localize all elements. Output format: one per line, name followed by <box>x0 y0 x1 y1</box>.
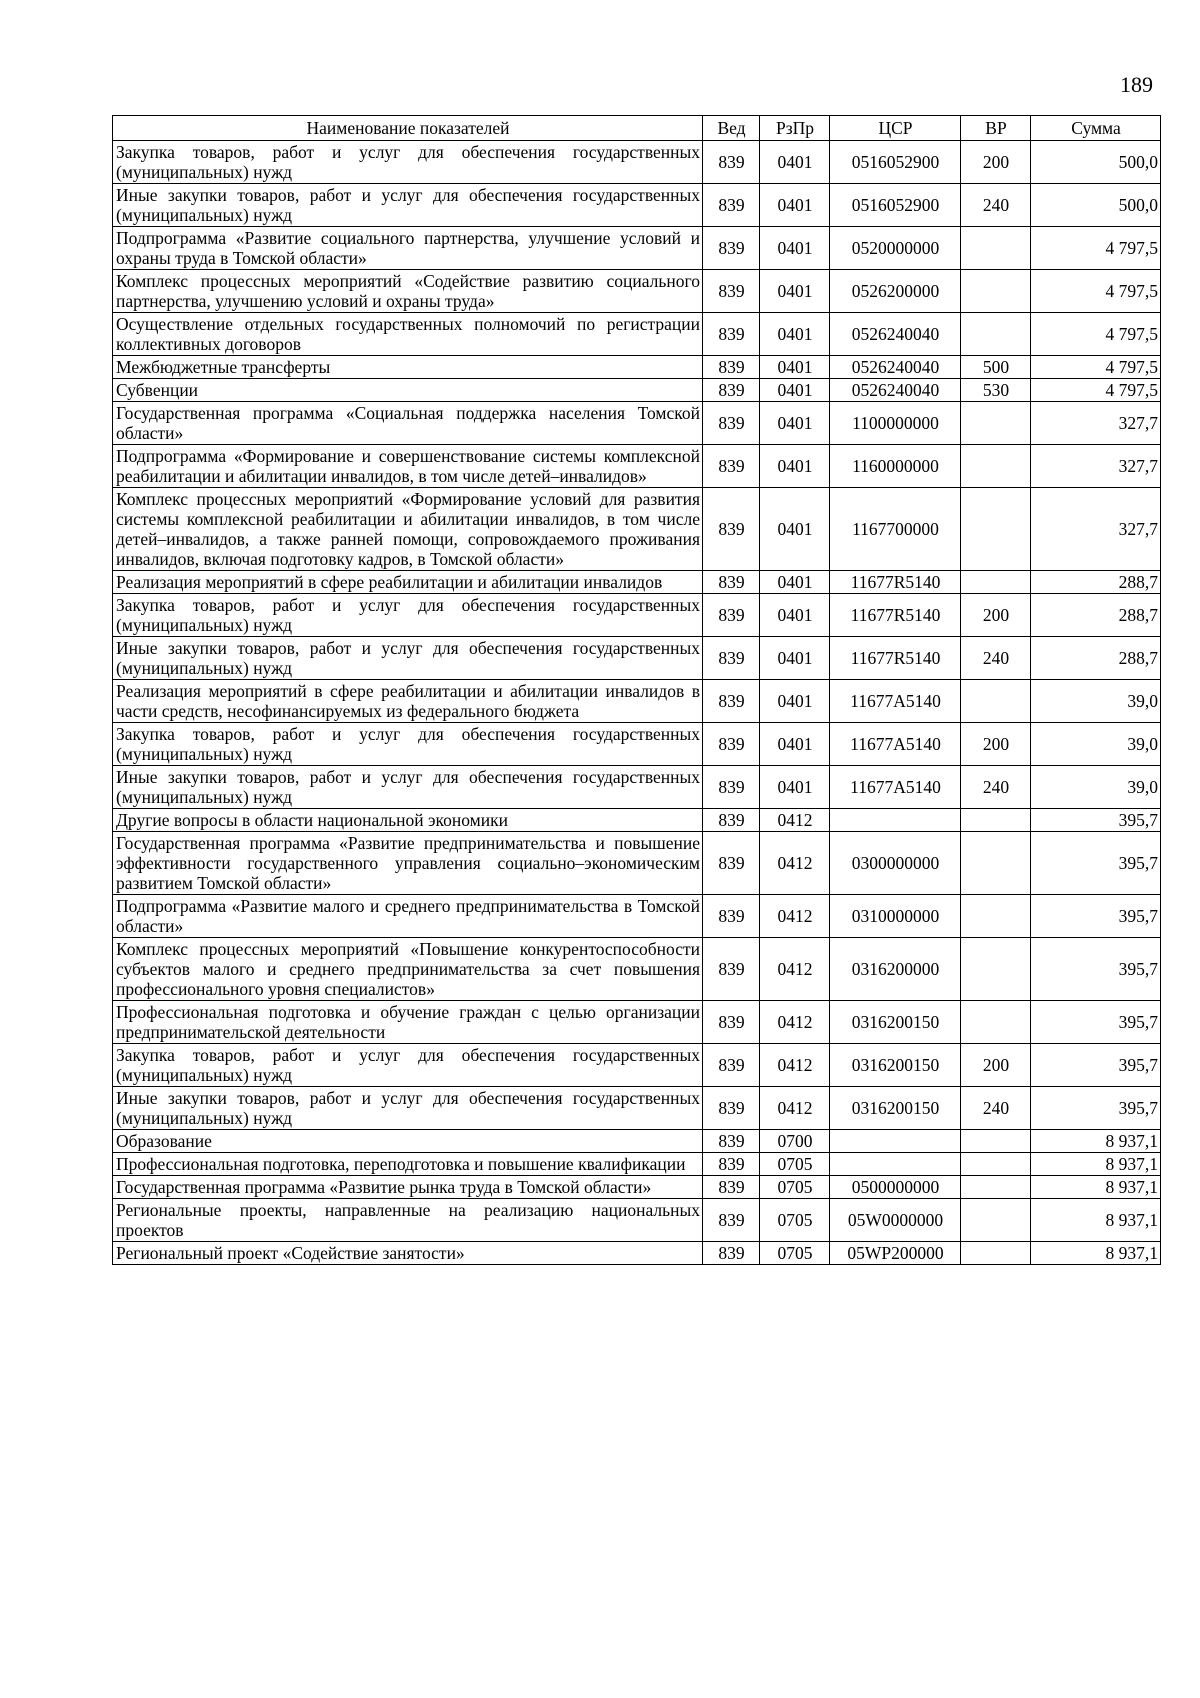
cell-csr: 0300000000 <box>830 832 961 895</box>
cell-vr <box>961 809 1031 832</box>
cell-name: Государственная программа «Социальная поддержка населения Томской области» <box>113 402 703 445</box>
cell-name: Другие вопросы в области национальной экономики <box>113 809 703 832</box>
table-row <box>113 1044 1161 1087</box>
cell-vr: 240 <box>961 184 1031 227</box>
cell-csr: 0316200150 <box>830 1044 961 1087</box>
cell-csr: 0316200000 <box>830 938 961 1001</box>
cell-rzpr: 0412 <box>760 895 830 938</box>
cell-ved: 839 <box>703 1130 760 1153</box>
cell-rzpr: 0700 <box>760 1130 830 1153</box>
budget-table <box>112 115 1161 1265</box>
cell-vr: 240 <box>961 766 1031 809</box>
table-row <box>113 379 1161 402</box>
cell-ved: 839 <box>703 227 760 270</box>
cell-rzpr: 0705 <box>760 1242 830 1265</box>
cell-csr: 0310000000 <box>830 895 961 938</box>
cell-rzpr: 0401 <box>760 680 830 723</box>
cell-name: Комплекс процессных мероприятий «Формирование условий для развития системы комплексной реабилитации и абилитации инвалидов, в том числе детей–инвалидов, а также ранней помощи, сопровождаемого проживания инвалидов, включая подготовку кадров, в Томской области» <box>113 488 703 571</box>
cell-name: Осуществление отдельных государственных полномочий по регистрации коллективных договоров <box>113 313 703 356</box>
cell-vr <box>961 680 1031 723</box>
table-row <box>113 184 1161 227</box>
cell-rzpr: 0401 <box>760 313 830 356</box>
cell-vr <box>961 895 1031 938</box>
cell-sum: 8 937,1 <box>1031 1242 1161 1265</box>
cell-sum: 395,7 <box>1031 1087 1161 1130</box>
cell-name: Государственная программа «Развитие рынка труда в Томской области» <box>113 1176 703 1199</box>
table-body <box>113 141 1161 1265</box>
cell-ved: 839 <box>703 809 760 832</box>
cell-csr: 05W0000000 <box>830 1199 961 1242</box>
cell-rzpr: 0401 <box>760 402 830 445</box>
cell-ved: 839 <box>703 723 760 766</box>
cell-csr: 11677A5140 <box>830 723 961 766</box>
cell-sum: 500,0 <box>1031 141 1161 184</box>
cell-name: Закупка товаров, работ и услуг для обеспечения государственных (муниципальных) нужд <box>113 594 703 637</box>
table-row <box>113 832 1161 895</box>
table-row <box>113 809 1161 832</box>
cell-rzpr: 0401 <box>760 270 830 313</box>
cell-rzpr: 0401 <box>760 445 830 488</box>
cell-csr: 05WP200000 <box>830 1242 961 1265</box>
cell-rzpr: 0401 <box>760 766 830 809</box>
cell-rzpr: 0401 <box>760 184 830 227</box>
table-row <box>113 1176 1161 1199</box>
table-row <box>113 594 1161 637</box>
cell-vr <box>961 227 1031 270</box>
cell-csr: 0520000000 <box>830 227 961 270</box>
cell-name: Иные закупки товаров, работ и услуг для обеспечения государственных (муниципальных) нужд <box>113 1087 703 1130</box>
table-row <box>113 723 1161 766</box>
table-row <box>113 1199 1161 1242</box>
cell-ved: 839 <box>703 313 760 356</box>
cell-csr: 11677R5140 <box>830 571 961 594</box>
cell-vr <box>961 1130 1031 1153</box>
cell-vr <box>961 1176 1031 1199</box>
cell-vr: 200 <box>961 141 1031 184</box>
cell-rzpr: 0705 <box>760 1199 830 1242</box>
cell-ved: 839 <box>703 1176 760 1199</box>
cell-rzpr: 0401 <box>760 637 830 680</box>
cell-sum: 288,7 <box>1031 571 1161 594</box>
table-row <box>113 571 1161 594</box>
cell-vr <box>961 571 1031 594</box>
cell-name: Иные закупки товаров, работ и услуг для обеспечения государственных (муниципальных) нужд <box>113 766 703 809</box>
cell-ved: 839 <box>703 141 760 184</box>
cell-vr <box>961 1199 1031 1242</box>
cell-ved: 839 <box>703 488 760 571</box>
cell-name: Иные закупки товаров, работ и услуг для обеспечения государственных (муниципальных) нужд <box>113 184 703 227</box>
cell-ved: 839 <box>703 1044 760 1087</box>
table-row <box>113 488 1161 571</box>
table-row <box>113 1153 1161 1176</box>
cell-sum: 395,7 <box>1031 938 1161 1001</box>
cell-csr: 1167700000 <box>830 488 961 571</box>
cell-name: Закупка товаров, работ и услуг для обеспечения государственных (муниципальных) нужд <box>113 141 703 184</box>
cell-rzpr: 0412 <box>760 938 830 1001</box>
cell-vr: 530 <box>961 379 1031 402</box>
table-row <box>113 445 1161 488</box>
cell-csr <box>830 1153 961 1176</box>
cell-name: Реализация мероприятий в сфере реабилитации и абилитации инвалидов в части средств, несофинансируемых из федерального бюджета <box>113 680 703 723</box>
cell-ved: 839 <box>703 680 760 723</box>
cell-vr: 200 <box>961 1044 1031 1087</box>
cell-ved: 839 <box>703 571 760 594</box>
cell-sum: 395,7 <box>1031 1001 1161 1044</box>
cell-sum: 327,7 <box>1031 488 1161 571</box>
cell-ved: 839 <box>703 895 760 938</box>
table-row <box>113 637 1161 680</box>
cell-name: Комплекс процессных мероприятий «Содействие развитию социального партнерства, улучшению условий и охраны труда» <box>113 270 703 313</box>
cell-ved: 839 <box>703 1242 760 1265</box>
cell-sum: 8 937,1 <box>1031 1153 1161 1176</box>
cell-rzpr: 0412 <box>760 1001 830 1044</box>
cell-name: Субвенции <box>113 379 703 402</box>
cell-sum: 8 937,1 <box>1031 1199 1161 1242</box>
cell-ved: 839 <box>703 379 760 402</box>
cell-vr: 200 <box>961 594 1031 637</box>
cell-csr: 1100000000 <box>830 402 961 445</box>
table-row <box>113 402 1161 445</box>
cell-name: Межбюджетные трансферты <box>113 356 703 379</box>
cell-vr <box>961 488 1031 571</box>
cell-vr <box>961 1242 1031 1265</box>
header-vr: ВР <box>961 116 1031 141</box>
cell-ved: 839 <box>703 270 760 313</box>
cell-name: Подпрограмма «Развитие малого и среднего предпринимательства в Томской области» <box>113 895 703 938</box>
cell-ved: 839 <box>703 832 760 895</box>
cell-sum: 395,7 <box>1031 832 1161 895</box>
cell-rzpr: 0401 <box>760 356 830 379</box>
cell-rzpr: 0401 <box>760 227 830 270</box>
cell-ved: 839 <box>703 1001 760 1044</box>
cell-ved: 839 <box>703 1199 760 1242</box>
cell-name: Реализация мероприятий в сфере реабилитации и абилитации инвалидов <box>113 571 703 594</box>
header-name: Наименование показателей <box>113 116 703 141</box>
cell-csr: 0526240040 <box>830 313 961 356</box>
cell-sum: 4 797,5 <box>1031 227 1161 270</box>
cell-sum: 327,7 <box>1031 402 1161 445</box>
cell-rzpr: 0705 <box>760 1153 830 1176</box>
cell-ved: 839 <box>703 1087 760 1130</box>
table-row <box>113 141 1161 184</box>
cell-csr: 0500000000 <box>830 1176 961 1199</box>
cell-ved: 839 <box>703 445 760 488</box>
cell-rzpr: 0401 <box>760 594 830 637</box>
table-header-row <box>113 116 1161 141</box>
cell-rzpr: 0401 <box>760 379 830 402</box>
cell-rzpr: 0401 <box>760 488 830 571</box>
cell-rzpr: 0412 <box>760 1044 830 1087</box>
table-row <box>113 1130 1161 1153</box>
table-row <box>113 1087 1161 1130</box>
cell-vr <box>961 938 1031 1001</box>
cell-name: Образование <box>113 1130 703 1153</box>
cell-sum: 39,0 <box>1031 723 1161 766</box>
cell-csr: 0316200150 <box>830 1001 961 1044</box>
cell-csr: 0526200000 <box>830 270 961 313</box>
table-row <box>113 313 1161 356</box>
cell-sum: 4 797,5 <box>1031 270 1161 313</box>
cell-rzpr: 0412 <box>760 809 830 832</box>
cell-vr <box>961 270 1031 313</box>
cell-csr <box>830 809 961 832</box>
cell-csr: 0526240040 <box>830 356 961 379</box>
page-number: 189 <box>1120 72 1153 97</box>
cell-vr <box>961 402 1031 445</box>
cell-sum: 327,7 <box>1031 445 1161 488</box>
cell-sum: 395,7 <box>1031 809 1161 832</box>
cell-name: Региональные проекты, направленные на реализацию национальных проектов <box>113 1199 703 1242</box>
cell-csr: 0516052900 <box>830 184 961 227</box>
cell-csr: 11677A5140 <box>830 680 961 723</box>
table-row <box>113 680 1161 723</box>
cell-sum: 288,7 <box>1031 594 1161 637</box>
cell-ved: 839 <box>703 594 760 637</box>
cell-rzpr: 0412 <box>760 832 830 895</box>
cell-name: Профессиональная подготовка и обучение граждан с целью организации предпринимательской деятельности <box>113 1001 703 1044</box>
cell-name: Подпрограмма «Развитие социального партнерства, улучшение условий и охраны труда в Томской области» <box>113 227 703 270</box>
table-row <box>113 938 1161 1001</box>
table-row <box>113 227 1161 270</box>
cell-name: Профессиональная подготовка, переподготовка и повышение квалификации <box>113 1153 703 1176</box>
cell-ved: 839 <box>703 402 760 445</box>
cell-vr: 240 <box>961 1087 1031 1130</box>
header-sum: Сумма <box>1031 116 1161 141</box>
cell-ved: 839 <box>703 766 760 809</box>
cell-rzpr: 0412 <box>760 1087 830 1130</box>
cell-sum: 4 797,5 <box>1031 356 1161 379</box>
table-row <box>113 356 1161 379</box>
cell-sum: 39,0 <box>1031 680 1161 723</box>
cell-sum: 4 797,5 <box>1031 313 1161 356</box>
table-row <box>113 895 1161 938</box>
table-row <box>113 270 1161 313</box>
cell-csr: 0516052900 <box>830 141 961 184</box>
cell-name: Закупка товаров, работ и услуг для обеспечения государственных (муниципальных) нужд <box>113 1044 703 1087</box>
cell-vr <box>961 832 1031 895</box>
cell-vr: 200 <box>961 723 1031 766</box>
cell-ved: 839 <box>703 637 760 680</box>
cell-name: Государственная программа «Развитие предпринимательства и повышение эффективности государственного управления социально–экономическим развитием Томской области» <box>113 832 703 895</box>
table-row <box>113 1242 1161 1265</box>
cell-rzpr: 0401 <box>760 141 830 184</box>
cell-sum: 39,0 <box>1031 766 1161 809</box>
table-row <box>113 1001 1161 1044</box>
cell-ved: 839 <box>703 184 760 227</box>
cell-sum: 4 797,5 <box>1031 379 1161 402</box>
cell-sum: 8 937,1 <box>1031 1130 1161 1153</box>
cell-rzpr: 0401 <box>760 571 830 594</box>
cell-name: Закупка товаров, работ и услуг для обеспечения государственных (муниципальных) нужд <box>113 723 703 766</box>
cell-csr: 11677R5140 <box>830 594 961 637</box>
cell-sum: 8 937,1 <box>1031 1176 1161 1199</box>
cell-vr <box>961 1153 1031 1176</box>
cell-name: Иные закупки товаров, работ и услуг для обеспечения государственных (муниципальных) нужд <box>113 637 703 680</box>
cell-vr: 500 <box>961 356 1031 379</box>
cell-name: Подпрограмма «Формирование и совершенствование системы комплексной реабилитации и абилитации инвалидов, в том числе детей–инвалидов» <box>113 445 703 488</box>
cell-csr: 1160000000 <box>830 445 961 488</box>
cell-csr: 0526240040 <box>830 379 961 402</box>
cell-csr: 11677A5140 <box>830 766 961 809</box>
cell-name: Комплекс процессных мероприятий «Повышение конкурентоспособности субъектов малого и среднего предпринимательства за счет повышения профессионального уровня специалистов» <box>113 938 703 1001</box>
cell-rzpr: 0705 <box>760 1176 830 1199</box>
cell-ved: 839 <box>703 938 760 1001</box>
cell-rzpr: 0401 <box>760 723 830 766</box>
cell-sum: 288,7 <box>1031 637 1161 680</box>
table-row <box>113 766 1161 809</box>
cell-vr: 240 <box>961 637 1031 680</box>
header-csr: ЦСР <box>830 116 961 141</box>
cell-sum: 395,7 <box>1031 1044 1161 1087</box>
cell-csr <box>830 1130 961 1153</box>
cell-vr <box>961 313 1031 356</box>
cell-csr: 0316200150 <box>830 1087 961 1130</box>
cell-sum: 395,7 <box>1031 895 1161 938</box>
cell-sum: 500,0 <box>1031 184 1161 227</box>
header-ved: Вед <box>703 116 760 141</box>
cell-vr <box>961 445 1031 488</box>
cell-ved: 839 <box>703 356 760 379</box>
cell-vr <box>961 1001 1031 1044</box>
cell-ved: 839 <box>703 1153 760 1176</box>
header-rzpr: РзПр <box>760 116 830 141</box>
cell-csr: 11677R5140 <box>830 637 961 680</box>
cell-name: Региональный проект «Содействие занятости» <box>113 1242 703 1265</box>
